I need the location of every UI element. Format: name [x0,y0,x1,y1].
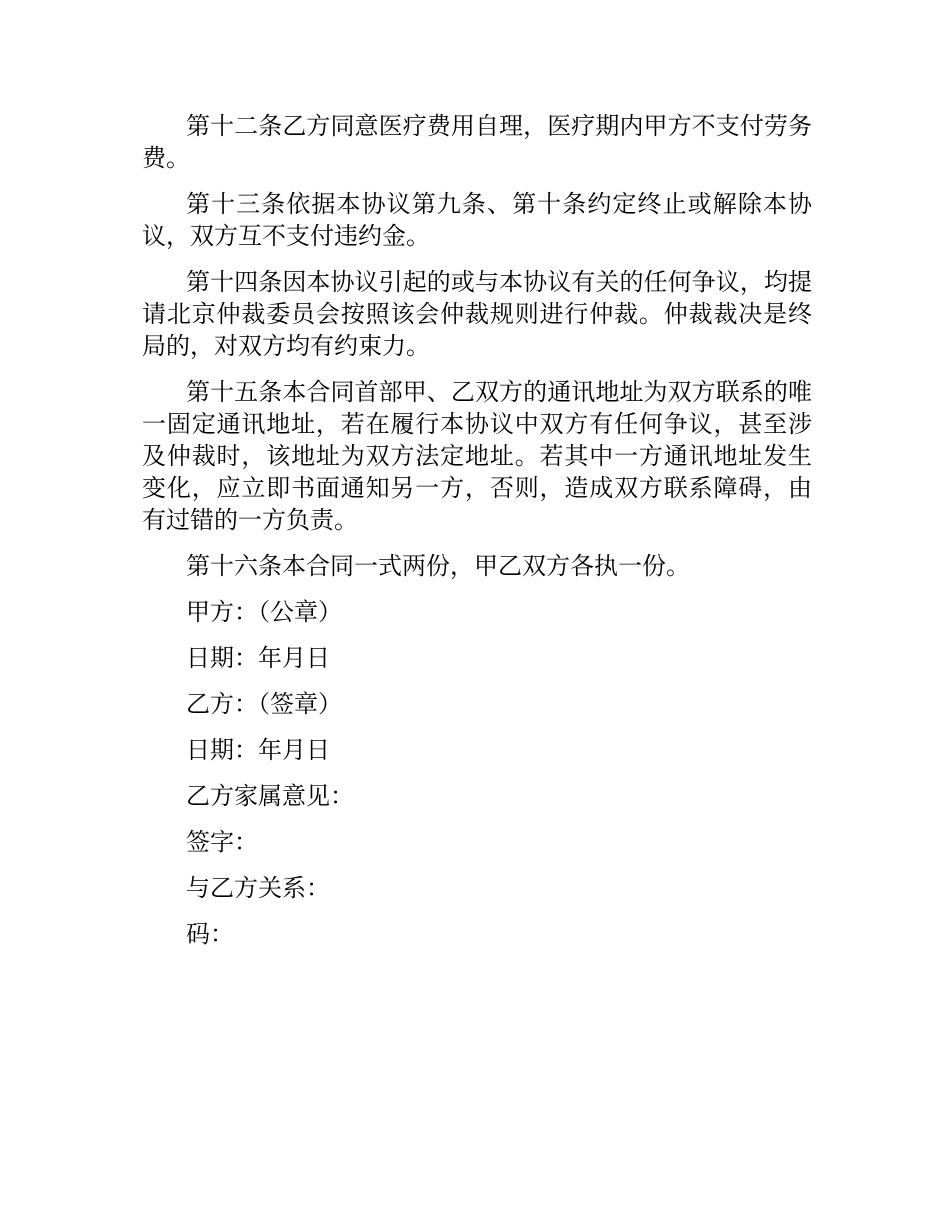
document-body [142,110,812,964]
article-12: 第十二条乙方同意医疗费用自理，医疗期内甲方不支付劳务费。 [142,112,812,172]
code-line: 码： [186,920,234,948]
relation-line: 与乙方关系： [186,874,330,902]
article-15: 第十五条本合同首部甲、乙双方的通讯地址为双方联系的唯一固定通讯地址，若在履行本协议中双方有任何争议，甚至涉及仲裁时，该地址为双方法定地址。若其中一方通讯地址发生变化，应立即书面通知另一方，否则，造成双方联系障碍，由有过错的一方负责。 [142,378,812,534]
signature-line: 签字： [186,828,258,856]
article-14: 第十四条因本协议引起的或与本协议有关的任何争议，均提请北京仲裁委员会按照该会仲裁规则进行仲裁。仲裁裁决是终局的，对双方均有约束力。 [142,268,812,360]
party-b-seal: 乙方：（签章） [186,690,342,718]
family-opinion: 乙方家属意见： [186,782,354,810]
party-a-date: 日期：年月日 [186,644,330,672]
party-a-seal: 甲方：（公章） [186,598,342,626]
article-16: 第十六条本合同一式两份，甲乙双方各执一份。 [186,552,690,580]
party-b-date: 日期：年月日 [186,736,330,764]
article-13: 第十三条依据本协议第九条、第十条约定终止或解除本协议，双方互不支付违约金。 [142,190,812,250]
